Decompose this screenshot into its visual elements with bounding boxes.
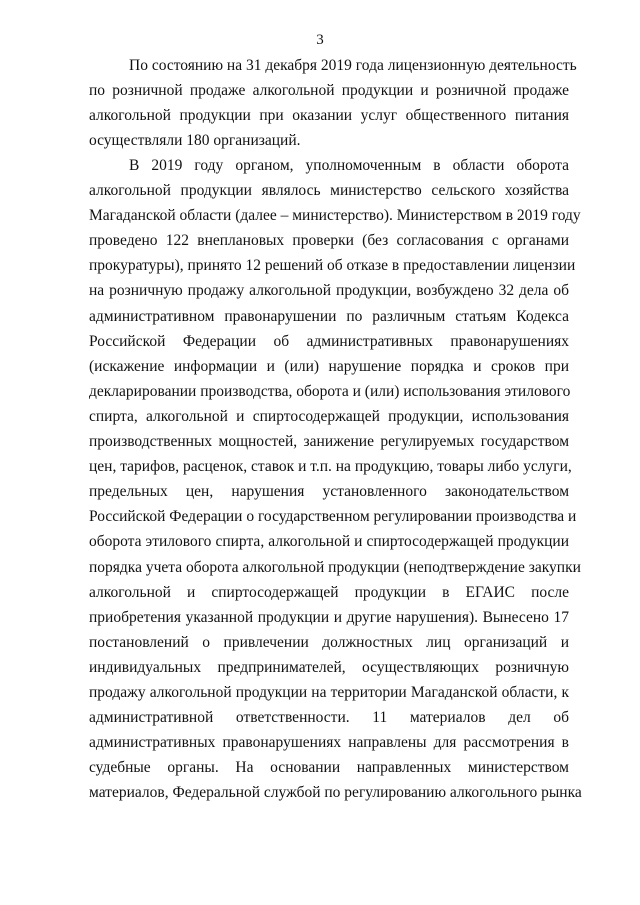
text-line: алкогольной продукции при оказании услуг общественного питания [89, 107, 569, 125]
text-line: административном правонарушении по различным статьям Кодекса [89, 307, 569, 325]
text-line: В 2019 году органом, уполномоченным в области оборота [129, 157, 569, 174]
text-line: продажу алкогольной продукции на территории Магаданской области, к [89, 683, 569, 701]
page-number: 3 [316, 32, 324, 48]
text-line: цен, тарифов, расценок, ставок и т.п. на продукцию, товары либо услуги, [89, 458, 572, 476]
text-line: Российской Федерации о государственном регулировании производства и [89, 508, 577, 526]
text-line: прокуратуры), принято 12 решений об отказе в предоставлении лицензии [89, 257, 576, 275]
text-line: (искажение информации и (или) нарушение порядка и сроков при [89, 357, 569, 375]
text-line: административной ответственности. 11 материалов дел об [89, 709, 569, 727]
text-line: алкогольной продукции являлось министерство сельского хозяйства [89, 182, 569, 200]
text-line: приобретения указанной продукции и другие нарушения). Вынесено 17 [89, 608, 569, 626]
text-line: декларировании производства, оборота и (или) использования этилового [89, 382, 571, 400]
text-line: спирта, алкогольной и спиртосодержащей продукции, использования [89, 407, 569, 425]
text-line: материалов, Федеральной службой по регулированию алкогольного рынка [89, 784, 582, 802]
text-line: алкогольной и спиртосодержащей продукции в ЕГАИС после [89, 583, 569, 601]
text-line: Магаданской области (далее – министерство). Министерством в 2019 году [89, 207, 581, 225]
text-line: индивидуальных предпринимателей, осуществляющих розничную [89, 658, 569, 676]
text-line: предельных цен, нарушения установленного законодательством [89, 483, 569, 501]
text-line: на розничную продажу алкогольной продукции, возбуждено 32 дела об [89, 282, 569, 300]
text-line: проведено 122 внеплановых проверки (без согласования с органами [89, 232, 569, 250]
text-line: административных правонарушениях направлены для рассмотрения в [89, 734, 569, 752]
text-line: осуществляли 180 организаций. [89, 132, 301, 150]
text-line: По состоянию на 31 декабря 2019 года лицензионную деятельность [129, 57, 577, 74]
text-line: Российской Федерации об административных правонарушениях [89, 332, 569, 350]
paragraph-ministry-activity [89, 153, 582, 805]
text-line: постановлений о привлечении должностных лиц организаций и [89, 633, 569, 651]
text-line: оборота этилового спирта, алкогольной и спиртосодержащей продукции [89, 533, 569, 551]
text-line: производственных мощностей, занижение регулируемых государством [89, 433, 569, 451]
paragraph-license-status [89, 53, 577, 153]
text-line: судебные органы. На основании направленных министерством [89, 759, 569, 777]
text-line: по розничной продаже алкогольной продукции и розничной продаже [89, 82, 569, 100]
text-line: порядка учета оборота алкогольной продукции (неподтверждение закупки [89, 558, 581, 576]
